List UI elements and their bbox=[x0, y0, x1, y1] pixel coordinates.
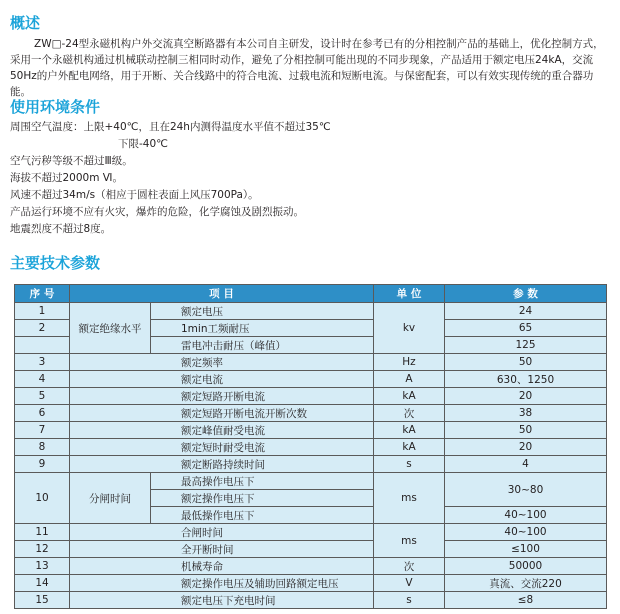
row-no: 6 bbox=[15, 405, 70, 422]
table-row bbox=[15, 541, 607, 558]
env-line-hazards: 产品运行环境不应有火灾，爆炸的危险，化学腐蚀及剧烈振动。 bbox=[10, 206, 304, 218]
row-unit: ms bbox=[374, 473, 445, 524]
table-row bbox=[15, 558, 607, 575]
row-param: 24 bbox=[445, 303, 607, 320]
table-row bbox=[15, 354, 607, 371]
row-unit: A bbox=[374, 371, 445, 388]
row-param: 40~100 bbox=[445, 524, 607, 541]
row-param: ≤8 bbox=[445, 592, 607, 609]
row-no: 12 bbox=[15, 541, 70, 558]
row-param: ≤100 bbox=[445, 541, 607, 558]
table-row bbox=[15, 592, 607, 609]
row-no: 11 bbox=[15, 524, 70, 541]
insulation-group-label: 额定绝缘水平 bbox=[70, 303, 151, 354]
row-no: 1 bbox=[15, 303, 70, 320]
env-line-altitude: 海拔不超过2000m Ⅵ。 bbox=[10, 172, 123, 184]
row-item: 额定操作电压及辅助回路额定电压 bbox=[70, 575, 374, 592]
table-row bbox=[15, 371, 607, 388]
env-line-temperature-lower: 下限-40℃ bbox=[118, 138, 168, 150]
table-row bbox=[15, 303, 607, 320]
row-no: 3 bbox=[15, 354, 70, 371]
row-no: 7 bbox=[15, 422, 70, 439]
row-item: 额定电压下充电时间 bbox=[70, 592, 374, 609]
row-unit: 次 bbox=[374, 558, 445, 575]
row-unit: s bbox=[374, 592, 445, 609]
row-param: 125 bbox=[445, 337, 607, 354]
header-item: 项 目 bbox=[70, 285, 374, 303]
specs-table bbox=[14, 284, 607, 609]
table-row bbox=[15, 405, 607, 422]
row-item: 雷电冲击耐压（峰值） bbox=[151, 337, 374, 354]
row-item: 最高操作电压下 bbox=[151, 473, 374, 490]
row-param: 50 bbox=[445, 354, 607, 371]
row-no: 13 bbox=[15, 558, 70, 575]
row-unit: kA bbox=[374, 388, 445, 405]
row-item: 额定断路持续时间 bbox=[70, 456, 374, 473]
table-row bbox=[15, 439, 607, 456]
row-param: 真流、交流220 bbox=[445, 575, 607, 592]
row-no: 2 bbox=[15, 320, 70, 337]
specs-heading: 主要技术参数 bbox=[10, 254, 101, 272]
row-no: 10 bbox=[15, 473, 70, 524]
row-unit: 次 bbox=[374, 405, 445, 422]
header-no: 序 号 bbox=[15, 285, 70, 303]
table-row bbox=[15, 473, 607, 490]
row-no: 15 bbox=[15, 592, 70, 609]
row-param: 38 bbox=[445, 405, 607, 422]
row-param: 630、1250 bbox=[445, 371, 607, 388]
overview-heading: 概述 bbox=[10, 14, 41, 32]
row-no bbox=[15, 337, 70, 354]
row-param: 40~100 bbox=[445, 507, 607, 524]
row-param: 20 bbox=[445, 388, 607, 405]
row-item: 全开断时间 bbox=[70, 541, 374, 558]
env-line-temperature-upper: 周围空气温度：上限+40℃，且在24h内测得温度水平值不超过35℃ bbox=[10, 121, 331, 133]
row-item: 最低操作电压下 bbox=[151, 507, 374, 524]
row-param: 50000 bbox=[445, 558, 607, 575]
row-param: 20 bbox=[445, 439, 607, 456]
header-unit: 单 位 bbox=[374, 285, 445, 303]
row-unit: kA bbox=[374, 422, 445, 439]
row-unit: Hz bbox=[374, 354, 445, 371]
env-line-seismic: 地震烈度不超过8度。 bbox=[10, 223, 112, 235]
row-no: 9 bbox=[15, 456, 70, 473]
row-item: 机械寿命 bbox=[70, 558, 374, 575]
row-item: 额定短路开断电流开断次数 bbox=[70, 405, 374, 422]
row-item: 额定峰值耐受电流 bbox=[70, 422, 374, 439]
row-item: 额定频率 bbox=[70, 354, 374, 371]
table-row bbox=[15, 575, 607, 592]
env-line-pollution: 空气污秽等级不超过Ⅲ级。 bbox=[10, 155, 133, 167]
timing-group-label: 分闸时间 bbox=[70, 473, 151, 524]
row-param: 4 bbox=[445, 456, 607, 473]
row-unit: V bbox=[374, 575, 445, 592]
row-unit: s bbox=[374, 456, 445, 473]
row-param: 50 bbox=[445, 422, 607, 439]
table-row bbox=[15, 422, 607, 439]
table-row bbox=[15, 388, 607, 405]
row-item: 额定短时耐受电流 bbox=[70, 439, 374, 456]
row-item: 额定电流 bbox=[70, 371, 374, 388]
row-no: 4 bbox=[15, 371, 70, 388]
table-header-row bbox=[15, 285, 607, 303]
overview-paragraph: ZW□-24型永磁机构户外交流真空断路器有本公司自主研发，设计时在参考已有的分相控制产品的基础上，优化控制方式，采用一个永磁机构通过机械联动控制三相同时动作，避免了分相控制可能出现的不同步现象，产品适用于额定电压24kA，交流50Hz的户外配电网络，用于开断、关合线路中的符合电流、过载电流和短断电流。与保密配套，可以有效实现传统的重合器功能。 bbox=[10, 38, 604, 98]
row-item: 1min工频耐压 bbox=[151, 320, 374, 337]
row-unit: ms bbox=[374, 524, 445, 558]
row-item: 合闸时间 bbox=[70, 524, 374, 541]
table-row bbox=[15, 456, 607, 473]
row-no: 5 bbox=[15, 388, 70, 405]
table-row bbox=[15, 524, 607, 541]
row-unit: kA bbox=[374, 439, 445, 456]
row-item: 额定电压 bbox=[151, 303, 374, 320]
insulation-unit: kv bbox=[374, 303, 445, 354]
row-item: 额定短路开断电流 bbox=[70, 388, 374, 405]
header-param: 参 数 bbox=[445, 285, 607, 303]
row-param: 65 bbox=[445, 320, 607, 337]
row-no: 8 bbox=[15, 439, 70, 456]
environment-heading: 使用环境条件 bbox=[10, 98, 101, 116]
row-param: 30~80 bbox=[445, 473, 607, 507]
row-no: 14 bbox=[15, 575, 70, 592]
env-line-wind: 风速不超过34m/s（相应于圆柱表面上风压700Pa）。 bbox=[10, 189, 259, 201]
row-item: 额定操作电压下 bbox=[151, 490, 374, 507]
